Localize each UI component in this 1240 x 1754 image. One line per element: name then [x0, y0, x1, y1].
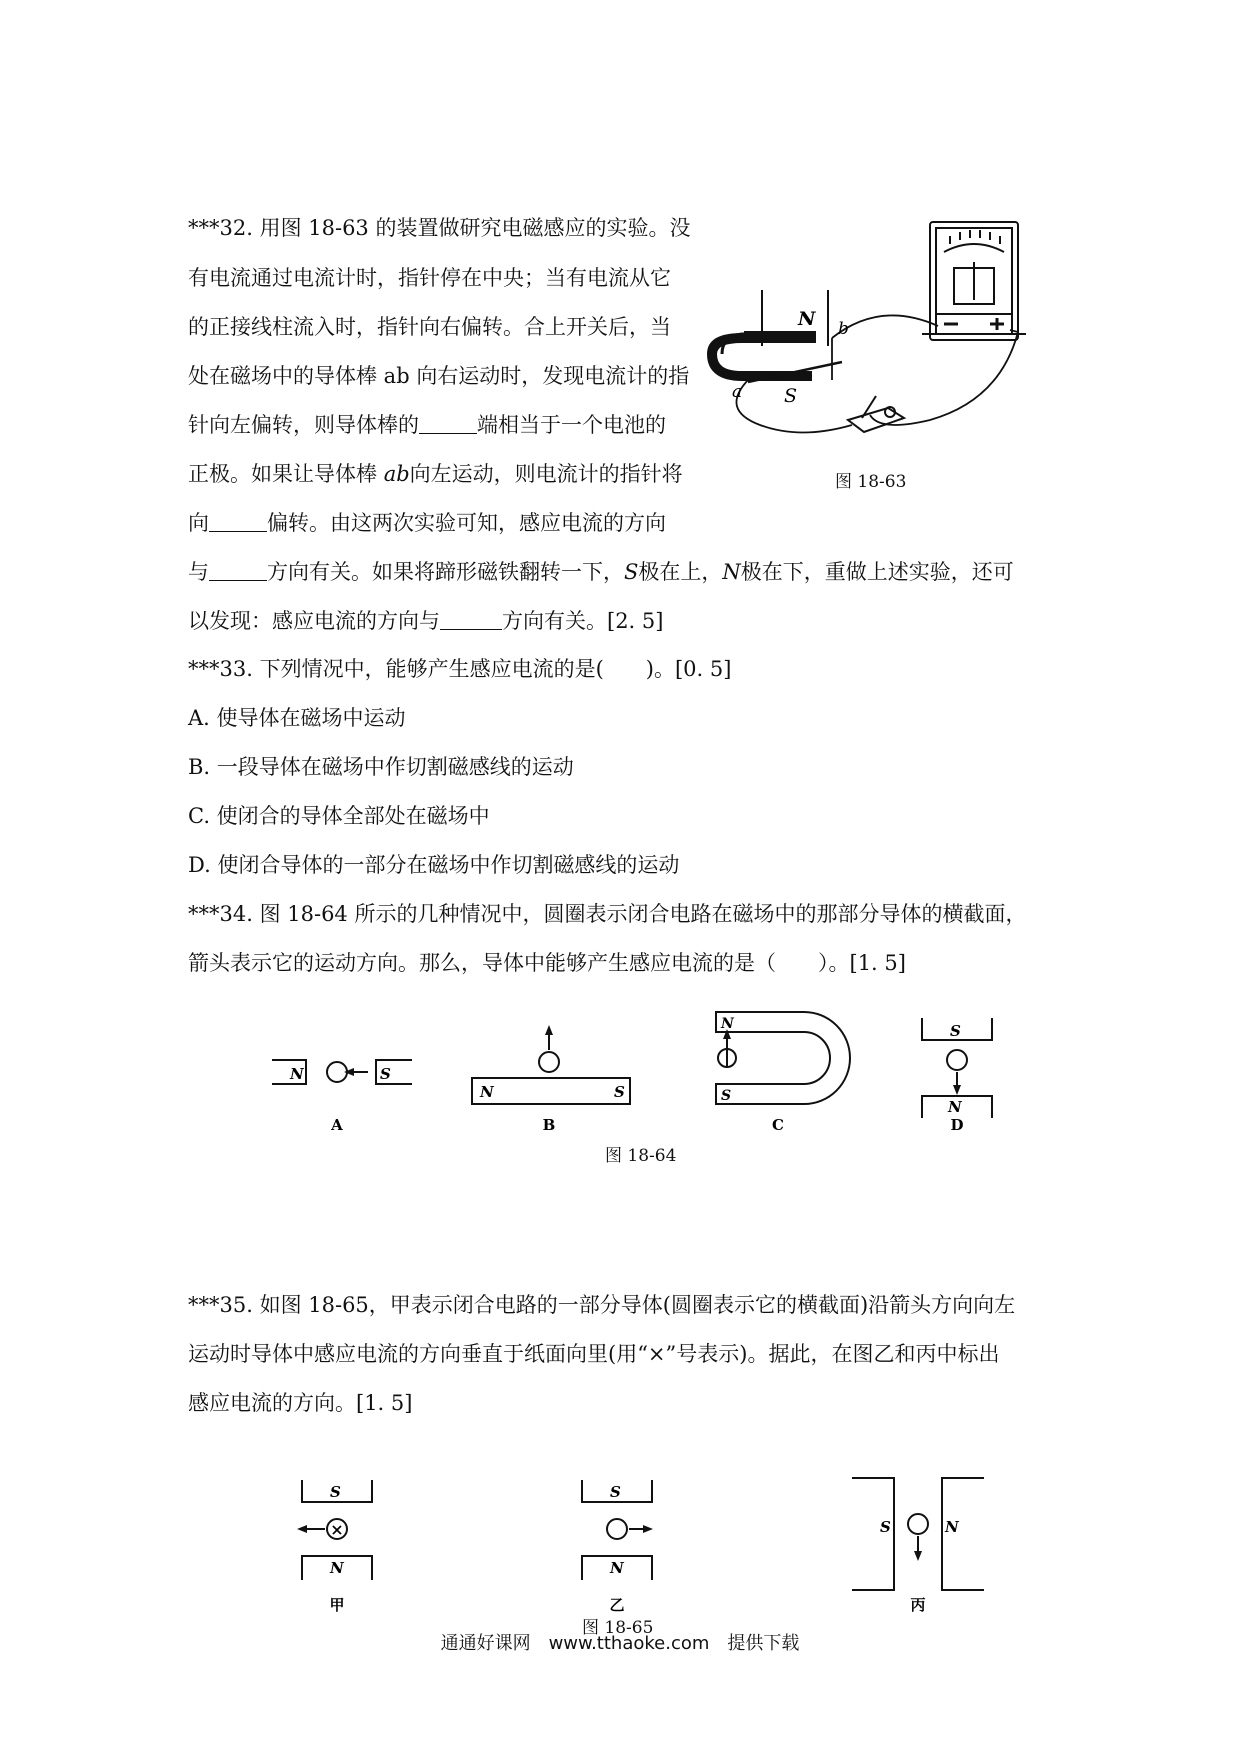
q32-line-3: 的正接线柱流入时，指针向右偏转。合上开关后，当: [188, 315, 671, 339]
q33-option-b: B. 一段导体在磁场中作切割磁感线的运动: [188, 755, 574, 779]
fig65-caption: 图 18-65: [582, 1618, 654, 1638]
fig63-caption: 图 18-63: [835, 472, 907, 492]
fig63-label-S: S: [784, 385, 798, 407]
fig65-label-jia: 甲: [329, 1596, 345, 1614]
q35-line-2: 运动时导体中感应电流的方向垂直于纸面向里(用“×”号表示)。据此，在图乙和丙中标出: [188, 1342, 1000, 1366]
q32-line-7: 向 偏转。由这两次实验可知，感应电流的方向: [188, 511, 666, 535]
fig63-label-a: a: [732, 382, 743, 402]
fig64-label-a: A: [331, 1116, 343, 1134]
fig64-caption: 图 18-64: [605, 1146, 677, 1166]
q33-option-c: C. 使闭合的导体全部处在磁场中: [188, 804, 490, 828]
q35-line-3: 感应电流的方向。[1. 5]: [188, 1391, 413, 1415]
q32-line-6: 正极。如果让导体棒 ab向左运动，则电流计的指针将: [188, 462, 683, 486]
q32-line-2: 有电流通过电流计时，指针停在中央；当有电流从它: [188, 266, 671, 290]
pole-label: S: [950, 1022, 961, 1040]
fig64-label-d: D: [950, 1116, 964, 1134]
pole-label: N: [948, 1098, 962, 1116]
q32-line-9: 以发现：感应电流的方向与 方向有关。[2. 5]: [188, 609, 664, 633]
pole-label: S: [610, 1483, 621, 1501]
fig65-label-bing: 丙: [910, 1596, 926, 1614]
q33-stem: ***33. 下列情况中，能够产生感应电流的是( )。[0. 5]: [188, 657, 732, 681]
q32-line-5: 针向左偏转，则导体棒的 端相当于一个电池的: [188, 413, 666, 437]
pole-label: N: [610, 1559, 624, 1577]
fig63-label-b: b: [838, 319, 849, 339]
pole-label: S: [880, 1518, 891, 1536]
q32-line-4: 处在磁场中的导体棒 ab 向右运动时，发现电流计的指: [188, 364, 690, 388]
q33-option-a: A. 使导体在磁场中运动: [188, 706, 406, 730]
q34-line-1: ***34. 图 18-64 所示的几种情况中，圆圈表示闭合电路在磁场中的那部分导体的横截面，: [188, 902, 1027, 926]
q35-line-1: ***35. 如图 18-65，甲表示闭合电路的一部分导体(圆圈表示它的横截面)沿箭头方向向左: [188, 1293, 1016, 1317]
pole-label: N: [480, 1083, 494, 1101]
pole-label: S: [330, 1483, 341, 1501]
pole-label: N: [330, 1559, 344, 1577]
q32-line-1: ***32. 用图 18-63 的装置做研究电磁感应的实验。没: [188, 216, 691, 240]
pole-label: N: [945, 1518, 959, 1536]
pole-label: N: [721, 1016, 734, 1032]
fig64-label-c: C: [772, 1116, 784, 1134]
pole-label: N: [290, 1065, 304, 1083]
fig64-label-b: B: [542, 1116, 556, 1134]
fig63-label-N: N: [798, 308, 816, 330]
q33-option-d: D. 使闭合导体的一部分在磁场中作切割磁感线的运动: [188, 853, 680, 877]
pole-label: S: [614, 1083, 625, 1101]
footer-source: 通通好课网 www.tthaoke.com 提供下载: [440, 1633, 800, 1654]
pole-label: S: [380, 1065, 391, 1083]
q32-line-8: 与 方向有关。如果将蹄形磁铁翻转一下，S极在上，N极在下，重做上述实验，还可: [188, 560, 1014, 584]
q34-line-2: 箭头表示它的运动方向。那么，导体中能够产生感应电流的是（ ）。[1. 5]: [188, 951, 906, 975]
fig65-label-yi: 乙: [609, 1596, 625, 1614]
pole-label: S: [721, 1088, 732, 1104]
cross-mark-icon: ×: [330, 1520, 344, 1539]
fig65-panel-bing: [852, 1478, 984, 1590]
